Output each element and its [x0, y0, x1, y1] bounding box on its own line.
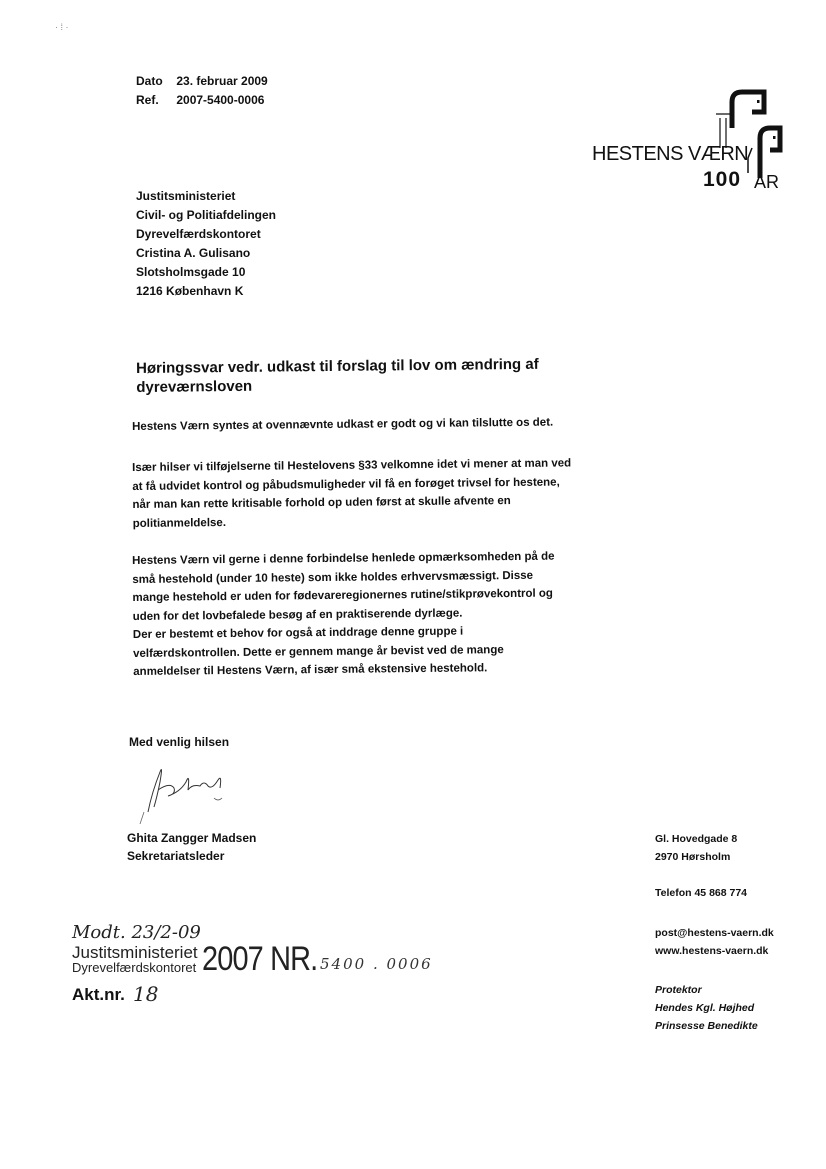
body-paragraph-1: Hestens Værn syntes at ovennævnte udkast er godt og vi kan tilslutte os det.	[132, 416, 554, 433]
signer-block	[127, 829, 256, 865]
document-meta	[136, 72, 268, 110]
patron-line-2: Prinsesse Benedikte	[655, 1020, 758, 1032]
body-paragraph-4-text: Der er bestemt et behov for også at inddrage denne gruppe i velfærdskontrollen. Dette er gennem mange år bevist ved de mange anmeldelser til Hestens Værn, af især små ekstensive hestehold.	[132, 625, 504, 678]
contact-web: www.hestens-vaern.dk	[655, 945, 769, 957]
stamp-ministry: Justitsministeriet	[72, 943, 198, 962]
recipient-line: Dyrevelfærdskontoret	[136, 227, 261, 241]
ref-row	[136, 91, 268, 110]
stamp-case-number: 5400 . 0006	[320, 955, 433, 973]
letter-subject: Høringssvar vedr. udkast til forslag til lov om ændring af dyreværnsloven	[136, 355, 539, 396]
contact-phone: Telefon 45 868 774	[655, 887, 748, 899]
closing-greeting: Med venlig hilsen	[129, 735, 230, 749]
stamp-handwritten-received-note: Modt. 23/2-09	[72, 922, 201, 943]
date-row	[136, 72, 268, 91]
recipient-address	[136, 187, 276, 301]
recipient-line: Slotsholmsgade 10	[136, 265, 246, 279]
contact-email: post@hestens-vaern.dk	[655, 927, 774, 939]
date-label: Dato	[136, 74, 163, 88]
logo-anniversary: 100	[703, 168, 742, 191]
body-paragraph-2: Især hilser vi tilføjelserne til Hestelovens §33 velkomne idet vi mener at man ved at få udvidet kontrol og påbudsmuligheder vil få en forøget trivsel for hestene, når man kan rette kritisable forhold op uden først at skulle afvente en politianmeldelse.	[132, 457, 572, 530]
recipient-line: 1216 København K	[136, 284, 244, 298]
recipient-line: Cristina A. Gulisano	[136, 246, 251, 260]
logo-name: HESTENS VÆRN	[592, 143, 749, 165]
stamp-akt-number: 18	[133, 982, 159, 1006]
patron-label: Protektor	[655, 984, 702, 996]
stamp-case-prefix: 2007 NR.	[202, 940, 318, 978]
scan-speck: · ⁞ ·	[55, 22, 69, 32]
stamp-office: Dyrevelfærdskontoret	[72, 960, 197, 975]
contact-address	[655, 830, 737, 866]
contact-street: Gl. Hovedgade 8	[655, 833, 738, 845]
contact-online	[655, 924, 774, 960]
body-paragraph-3	[132, 547, 573, 681]
patron-block	[655, 981, 758, 1035]
date-value: 23. februar 2009	[176, 74, 268, 88]
logo-anniversary-unit: ÅR	[754, 172, 780, 192]
ref-value: 2007-5400-0006	[176, 93, 265, 107]
recipient-line: Justitsministeriet	[136, 189, 236, 203]
signer-title: Sekretariatsleder	[127, 849, 225, 863]
signer-name: Ghita Zangger Madsen	[127, 831, 257, 845]
recipient-line: Civil- og Politiafdelingen	[136, 208, 277, 222]
patron-line-1: Hendes Kgl. Højhed	[655, 1002, 755, 1014]
stamp-akt-label: Akt.nr.	[72, 985, 125, 1004]
handwritten-signature	[130, 752, 240, 832]
contact-city: 2970 Hørsholm	[655, 851, 731, 863]
ref-label: Ref.	[136, 93, 159, 107]
body-paragraph-3-text: Hestens Værn vil gerne i denne forbindelse henlede opmærksomheden på de små hestehold (under 10 heste) som ikke holdes erhvervsmæssigt. Disse mange hestehold er uden for fødevareregionernes rutine/stikprøvekontrol og uden for det lovbefalede besøg af en praktiserende dyrlæge.	[132, 550, 555, 623]
